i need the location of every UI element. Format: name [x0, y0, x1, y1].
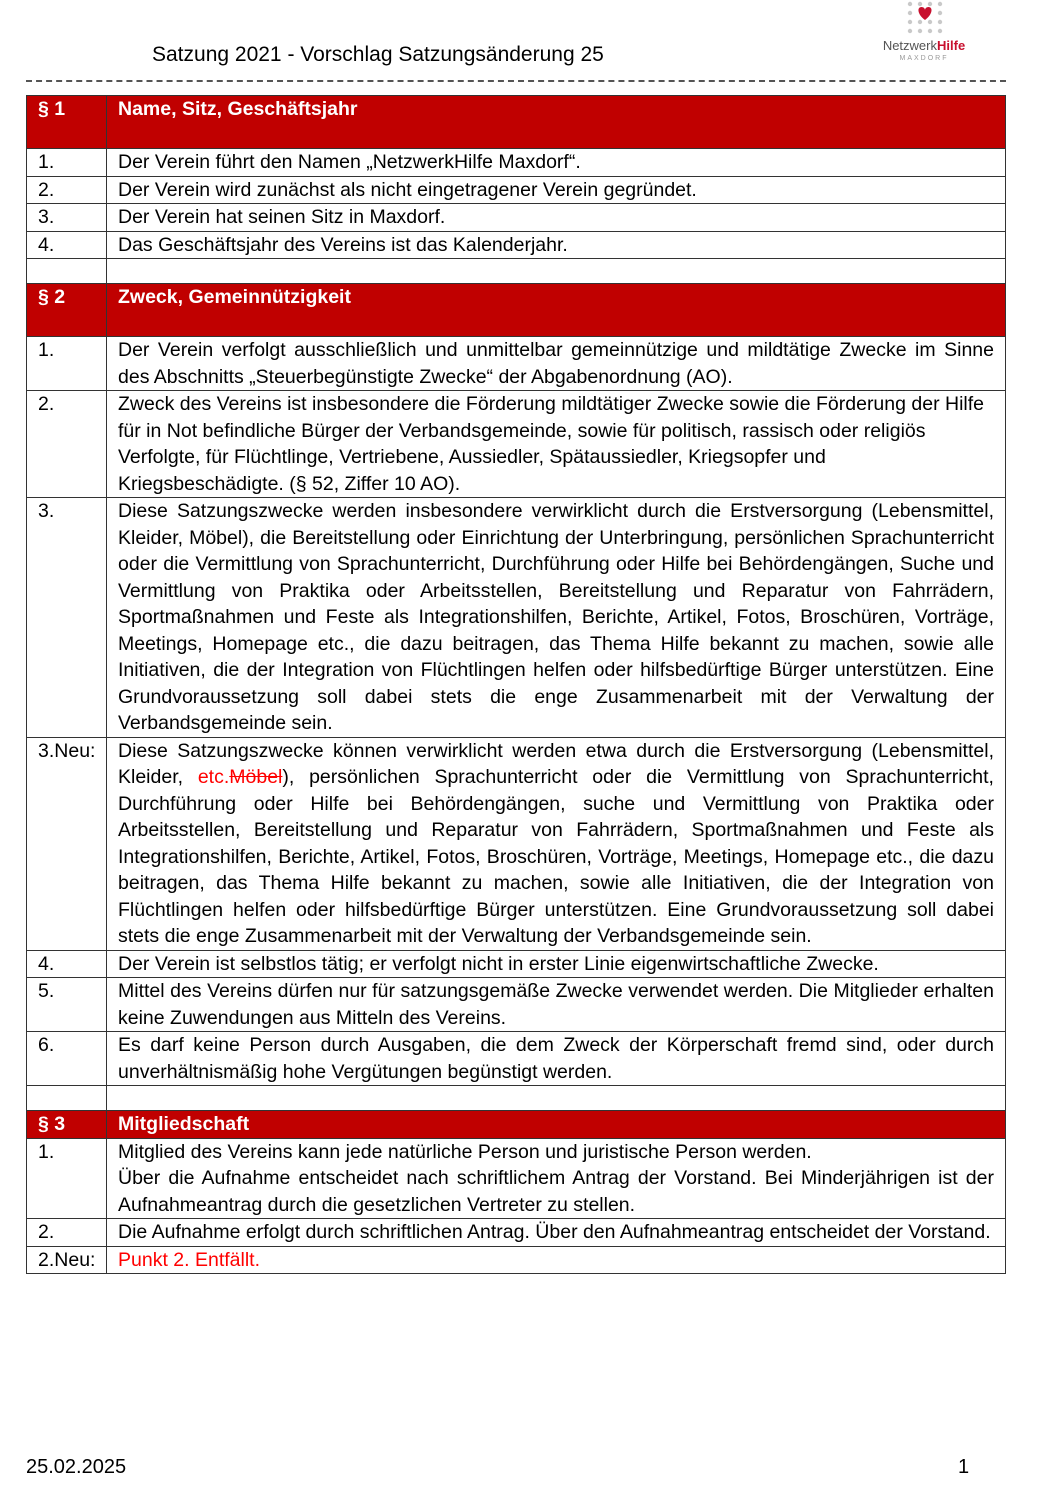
table-row — [27, 204, 1006, 232]
section-title: Name, Sitz, Geschäftsjahr — [107, 96, 1006, 149]
row-text: Es darf keine Person durch Ausgaben, die dem Zweck der Körperschaft fremd sind, oder durch unverhältnismäßig hohe Vergütungen begünstigt werden. — [107, 1032, 1006, 1086]
text-deleted: Möbel — [229, 766, 283, 788]
row-text — [107, 1138, 1006, 1219]
row-text: Das Geschäftsjahr des Vereins ist das Kalenderjahr. — [107, 231, 1006, 259]
section-header — [27, 1111, 1006, 1139]
row-number: 3.Neu: — [27, 737, 107, 950]
row-number: 4. — [27, 231, 107, 259]
table-row — [27, 149, 1006, 177]
table-row — [27, 1219, 1006, 1247]
row-number: 6. — [27, 1032, 107, 1086]
table-row — [27, 231, 1006, 259]
section-title: Mitgliedschaft — [107, 1111, 1006, 1139]
section-number: § 1 — [27, 96, 107, 149]
page-number: 1 — [958, 1456, 970, 1478]
row-text: Der Verein führt den Namen „NetzwerkHilfe Maxdorf“. — [107, 149, 1006, 177]
row-number: 5. — [27, 978, 107, 1032]
row-text: Der Verein hat seinen Sitz in Maxdorf. — [107, 204, 1006, 232]
table-row — [27, 391, 1006, 498]
text-inserted: etc. — [197, 766, 230, 788]
row-text: Mittel des Vereins dürfen nur für satzungsgemäße Zwecke verwendet werden. Die Mitglieder erhalten keine Zuwendungen aus Mitteln des Vereins. — [107, 978, 1006, 1032]
footer-date: 25.02.2025 — [26, 1456, 127, 1478]
table-row — [27, 1138, 1006, 1219]
row-number: 1. — [27, 1138, 107, 1219]
row-text-removed-note: Punkt 2. Entfällt. — [107, 1246, 1006, 1274]
table-row — [27, 978, 1006, 1032]
section-title: Zweck, Gemeinnützigkeit — [107, 284, 1006, 337]
row-number: 1. — [27, 337, 107, 391]
dots-heart-icon — [876, 0, 972, 38]
row-text-line: Über die Aufnahme entscheidet nach schriftlichem Antrag der Vorstand. Bei Minderjährigen ist der Aufnahmeantrag durch die gesetzlichen Vertreter zu stellen. — [118, 1167, 994, 1216]
row-text-amended — [107, 737, 1006, 950]
section-number: § 2 — [27, 284, 107, 337]
row-number: 4. — [27, 950, 107, 978]
row-text: Der Verein wird zunächst als nicht eingetragener Verein gegründet. — [107, 176, 1006, 204]
row-text: Der Verein verfolgt ausschließlich und unmittelbar gemeinnützige und mildtätige Zwecke im Sinne des Abschnitts „Steuerbegünstigte Zwecke“ der Abgabenordnung (AO). — [107, 337, 1006, 391]
logo-wordmark: NetzwerkHilfe — [882, 38, 966, 53]
statute-table — [26, 95, 1006, 1274]
header-divider — [26, 80, 1006, 82]
row-text: Zweck des Vereins ist insbesondere die Förderung mildtätiger Zwecke sowie die Förderung der Hilfe für in Not befindliche Bürger der Verbandsgemeinde, sowie für politisch, rassisch oder religiös Verfolgte, für Flüchtlinge, Vertriebene, Aussiedler, Spätaussiedler, Kriegsopfer und Kriegsbeschädigte. (§ 52, Ziffer 10 AO). — [107, 391, 1006, 498]
section-header — [27, 96, 1006, 149]
table-row — [27, 737, 1006, 950]
document-title: Satzung 2021 - Vorschlag Satzungsänderung 25 — [152, 43, 604, 66]
row-text: Die Aufnahme erfolgt durch schriftlichen Antrag. Über den Aufnahmeantrag entscheidet der Vorstand. — [107, 1219, 1006, 1247]
spacer-row — [27, 259, 1006, 284]
section-header — [27, 284, 1006, 337]
row-text: Der Verein ist selbstlos tätig; er verfolgt nicht in erster Linie eigenwirtschaftliche Zwecke. — [107, 950, 1006, 978]
table-row — [27, 1032, 1006, 1086]
section-number: § 3 — [27, 1111, 107, 1139]
spacer-row — [27, 1086, 1006, 1111]
row-number: 2. — [27, 391, 107, 498]
row-text-line: Mitglied des Vereins kann jede natürliche Person und juristische Person werden. — [118, 1140, 812, 1163]
row-number: 3. — [27, 204, 107, 232]
row-text: Diese Satzungszwecke werden insbesondere verwirklicht durch die Erstversorgung (Lebensmittel, Kleider, Möbel), die Bereitstellung oder Einrichtung der Unterbringung, persönlichen Sprachunterricht oder die Vermittlung von Sprachunterricht, Durchführung oder Hilfe bei Behördengängen, Suche und Vermittlung von Praktika oder Arbeitsstellen, Bereitstellung und Reparatur von Fahrrädern, Sportmaßnahmen und Feste als Integrationshilfen, Berichte, Artikel, Fotos, Broschüren, Vorträge, Meetings, Homepage etc., die dazu beitragen, das Thema Hilfe bekannt zu machen, sowie alle Initiativen, die der Integration von Flüchtlingen helfen oder hilfsbedürftige Bürger unterstützen. Eine Grundvoraussetzung soll dabei stets die enge Zusammenarbeit mit der Verwaltung der Verbandsgemeinde sein. — [107, 498, 1006, 738]
table-row — [27, 950, 1006, 978]
table-row — [27, 1246, 1006, 1274]
logo-subtitle: MAXDORF — [899, 55, 949, 62]
logo — [876, 0, 972, 70]
text-unchanged: ), persönlichen Sprachunterricht oder die Vermittlung von Sprachunterricht, Durchführung oder Hilfe bei Behördengängen, suche und Vermittlung von Praktika oder Arbeitsstellen, Bereitstellung und Reparatur von Fahrrädern, Sportmaßnahmen und Feste als Integrationshilfen, Berichte, Artikel, Fotos, Broschüren, Vorträge, Meetings, Homepage etc., die dazu beitragen, das Thema Hilfe bekannt zu machen, sowie alle Initiativen, die der Integration von Flüchtlingen helfen oder hilfsbedürftige Bürger unterstützen. Eine Grundvoraussetzung soll dabei stets die enge Zusammenarbeit mit der Verwaltung der Verbandsgemeinde sein. — [118, 766, 994, 947]
table-row — [27, 337, 1006, 391]
table-row — [27, 176, 1006, 204]
row-number: 2.Neu: — [27, 1246, 107, 1274]
row-number: 2. — [27, 1219, 107, 1247]
table-row — [27, 498, 1006, 738]
text-unchanged: Diese Satzungszwecke können verwirklicht werden etwa durch die Erstversorgung (Lebensmittel, Kleider, — [118, 739, 994, 788]
row-number: 3. — [27, 498, 107, 738]
row-number: 1. — [27, 149, 107, 177]
row-number: 2. — [27, 176, 107, 204]
